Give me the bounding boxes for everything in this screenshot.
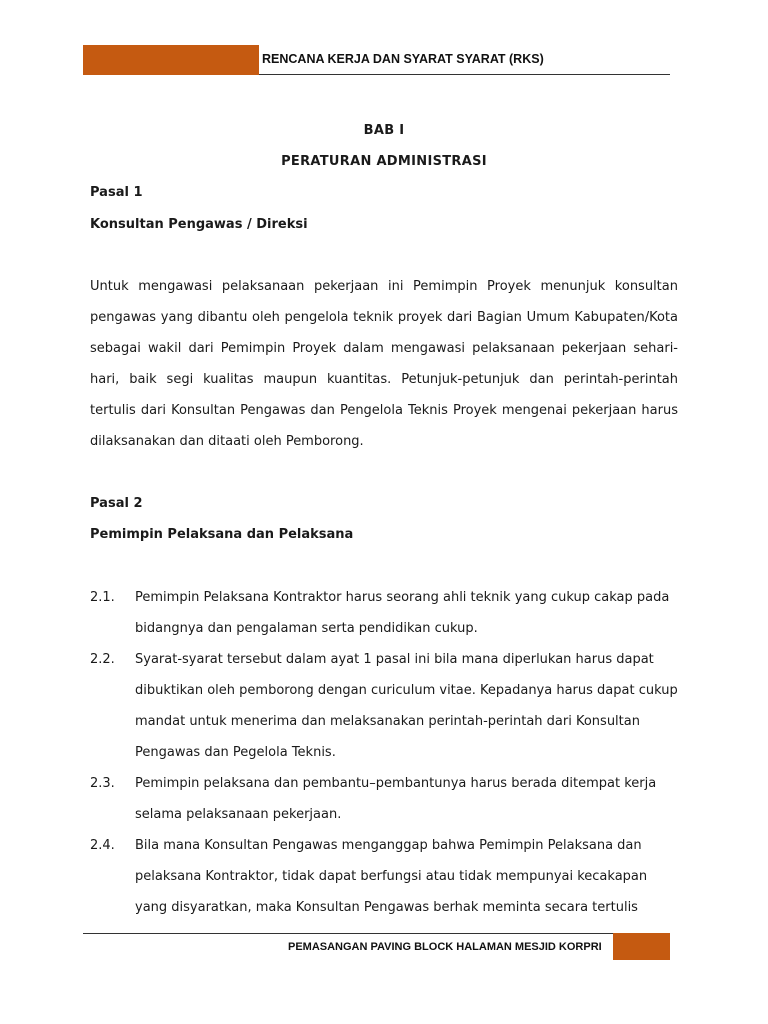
list-item-text: Syarat-syarat tersebut dalam ayat 1 pasal ini bila mana diperlukan harus dapat dibuktikan oleh pemborong dengan curiculum vitae. Kepadanya harus dapat cukup mandat untuk menerima dan melaksanakan perintah-perintah dari Konsultan Pengawas dan Pegelola Teknis.: [135, 652, 678, 760]
list-item-text: Bila mana Konsultan Pengawas menganggap bahwa Pemimpin Pelaksana dan pelaksana Kontraktor, tidak dapat berfungsi atau tidak mempunyai kecakapan yang disyaratkan, maka Konsultan Pengawas berhak meminta secara tertulis: [135, 838, 648, 915]
list-item-number: 2.2.: [90, 652, 115, 667]
pasal-1-label: Pasal 1: [90, 185, 143, 200]
header-title: RENCANA KERJA DAN SYARAT SYARAT (RKS): [262, 52, 544, 66]
list-item-number: 2.3.: [90, 776, 115, 791]
chapter-number: BAB I: [363, 123, 405, 138]
header-rule: [259, 74, 670, 75]
pasal-2-heading: Pemimpin Pelaksana dan Pelaksana: [90, 527, 354, 542]
header-accent-block: [83, 45, 259, 75]
list-item-text: Pemimpin pelaksana dan pembantu–pembantunya harus berada ditempat kerja selama pelaksanaan pekerjaan.: [135, 776, 657, 822]
footer-accent-block: [613, 933, 670, 960]
pasal-1-body: Untuk mengawasi pelaksanaan pekerjaan ini Pemimpin Proyek menunjuk konsultan pengawas yang dibantu oleh pengelola teknik proyek dari Bagian Umum Kabupaten/Kota sebagai wakil dari Pemimpin Proyek dalam mengawasi pelaksanaan pekerjaan sehari-hari, baik segi kualitas maupun kuantitas. Petunjuk-petunjuk dan perintah-perintah tertulis dari Konsultan Pengawas dan Pengelola Teknis Proyek mengenai pekerjaan harus dilaksanakan dan ditaati oleh Pemborong.: [90, 279, 678, 449]
list-item-number: 2.1.: [90, 590, 115, 605]
list-item-number: 2.4.: [90, 838, 115, 853]
pasal-2-label: Pasal 2: [90, 496, 143, 511]
chapter-title: PERATURAN ADMINISTRASI: [281, 154, 487, 169]
pasal-1-heading: Konsultan Pengawas / Direksi: [90, 217, 308, 232]
list-item-text: Pemimpin Pelaksana Kontraktor harus seorang ahli teknik yang cukup cakap pada bidangnya dan pengalaman serta pendidikan cukup.: [135, 590, 670, 636]
footer-rule: [83, 933, 613, 934]
footer-title: PEMASANGAN PAVING BLOCK HALAMAN MESJID KORPRI: [288, 941, 602, 953]
